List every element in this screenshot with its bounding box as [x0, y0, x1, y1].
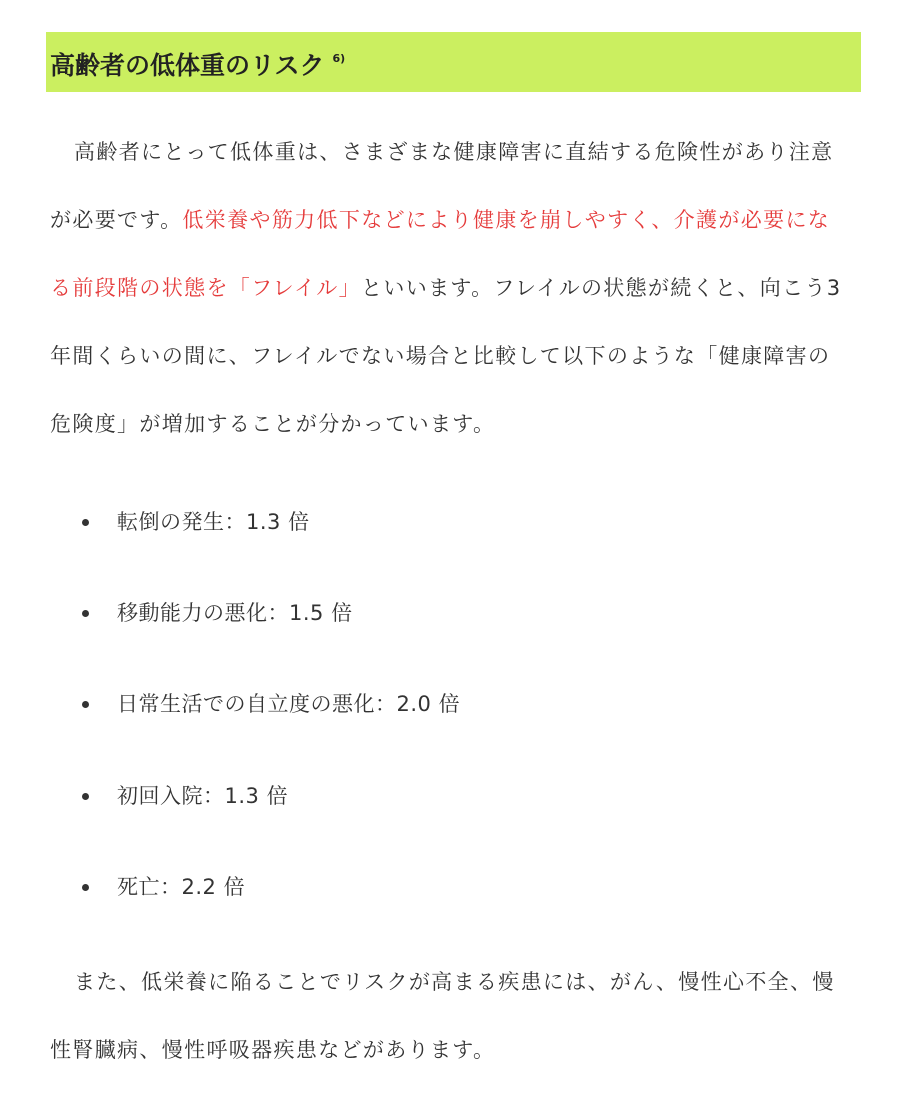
- risk-label: 日常生活での自立度の悪化：2.0 倍: [117, 692, 461, 716]
- frailty-highlight-text: 低栄養や筋力低下などにより健康を崩しやすく、介護が必要になる前段階の状態を「フレイル」: [50, 208, 831, 300]
- disease-paragraph: [50, 948, 850, 1084]
- bullet-icon: [82, 701, 89, 708]
- intro-paragraph: [50, 118, 850, 458]
- risk-label: 転倒の発生：1.3 倍: [117, 510, 310, 534]
- heading-title: 高齢者の低体重のリスク: [50, 51, 325, 80]
- heading-reference: 6): [332, 52, 346, 65]
- bullet-icon: [82, 793, 89, 800]
- bullet-icon: [82, 884, 89, 891]
- disease-text: また、低栄養に陥ることでリスクが高まる疾患には、がん、慢性心不全、慢性腎臓病、慢性呼吸器疾患などがあります。: [50, 970, 835, 1062]
- section-heading: [46, 32, 861, 92]
- bullet-icon: [82, 519, 89, 526]
- risk-label: 初回入院：1.3 倍: [117, 784, 289, 808]
- heading-title-wrapper: [50, 42, 345, 83]
- intro-rest-text: といいます。フレイルの状態が続くと、向こう3年間くらいの間に、フレイルでない場合と比較して以下のような「健康障害の危険度」が増加することが分かっています。: [50, 276, 842, 436]
- bullet-icon: [82, 610, 89, 617]
- risk-label: 死亡：2.2 倍: [117, 875, 246, 899]
- intro-lead-text: 高齢者にとって低体重は、さまざまな健康障害に直結する危険性があり注意が必要です。: [50, 140, 834, 232]
- risk-label: 移動能力の悪化：1.5 倍: [117, 601, 353, 625]
